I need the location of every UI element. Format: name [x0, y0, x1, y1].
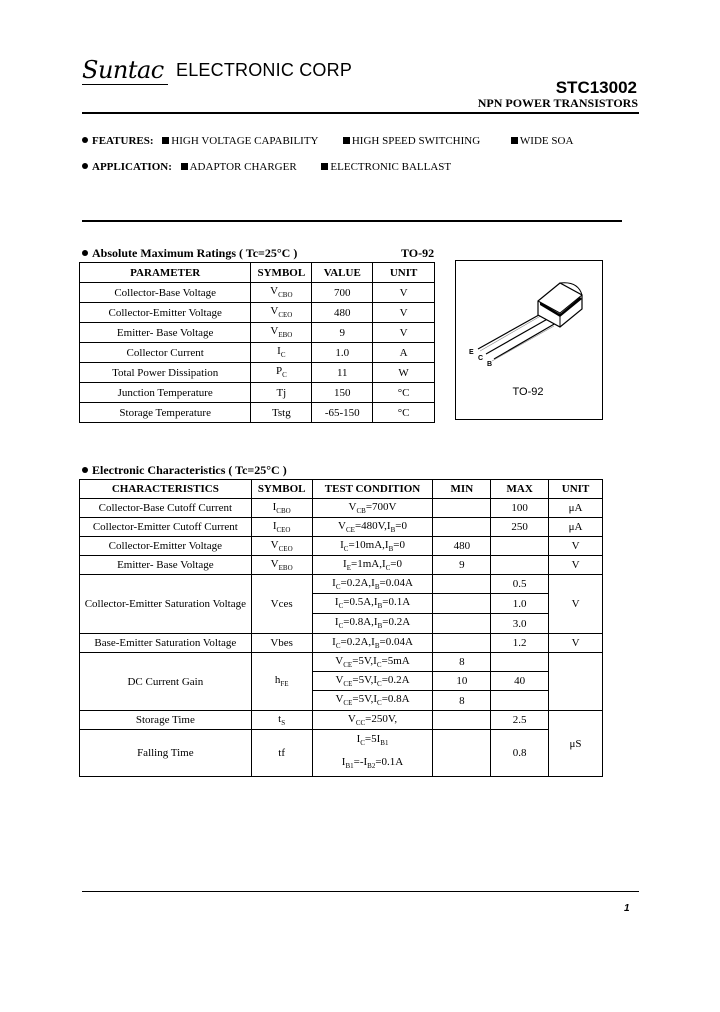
square-bullet-icon [321, 163, 328, 170]
page-number: 1 [624, 903, 630, 914]
col-header: TEST CONDITION [312, 480, 433, 499]
condition-cell: $V_{CC}=250V$, [312, 711, 433, 730]
symbol-cell: $I_{CEO}$ [251, 518, 312, 537]
symbol-cell: Tj [251, 383, 312, 403]
condition-cell: $I_C=0.8A,I_B=0.2A$ [312, 614, 433, 634]
features-label: FEATURES: [92, 135, 154, 147]
min-cell: 8 [433, 653, 491, 672]
symbol-cell: Vbes [251, 634, 312, 653]
value-cell: 9 [312, 323, 373, 343]
logo-underline [82, 84, 168, 85]
bullet-icon [82, 467, 88, 473]
min-cell [433, 575, 491, 594]
max-cell [491, 537, 549, 556]
abs-max-table [79, 262, 435, 423]
characteristic-cell: Falling Time [80, 730, 252, 777]
table-row [80, 343, 435, 363]
bullet-icon [82, 163, 88, 169]
characteristic-cell: Collector-Base Cutoff Current [80, 499, 252, 518]
col-header: SYMBOL [251, 480, 312, 499]
max-cell [491, 653, 549, 672]
table-row [80, 653, 603, 672]
application-line [82, 161, 451, 173]
abs-max-title: Absolute Maximum Ratings ( Tc=25°C ) [82, 246, 297, 261]
pin-e-label: E [469, 349, 474, 356]
unit-cell: V [549, 634, 603, 653]
characteristic-cell: Collector-Emitter Saturation Voltage [80, 575, 252, 634]
symbol-cell: Vces [251, 575, 312, 634]
value-cell: 150 [312, 383, 373, 403]
col-header: MIN [433, 480, 491, 499]
table-row [80, 383, 435, 403]
symbol-cell: $I_{CBO}$ [251, 499, 312, 518]
min-cell [433, 634, 491, 653]
symbol-cell: $h_{FE}$ [251, 653, 312, 711]
max-cell: 1.2 [491, 634, 549, 653]
param-cell: Collector Current [80, 343, 251, 363]
value-cell: 1.0 [312, 343, 373, 363]
col-header: SYMBOL [251, 263, 312, 283]
max-cell: 40 [491, 672, 549, 691]
table-row [80, 303, 435, 323]
condition-cell: $I_C=10mA,I_B=0$ [312, 537, 433, 556]
unit-cell: W [373, 363, 435, 383]
symbol-cell: $V_{EBO}$ [251, 323, 312, 343]
symbol-cell: Tstg [251, 403, 312, 423]
unit-cell: μA [549, 518, 603, 537]
col-header: PARAMETER [80, 263, 251, 283]
application-label: APPLICATION: [92, 161, 172, 173]
features-line [82, 135, 573, 147]
unit-cell: V [373, 303, 435, 323]
characteristic-cell: Collector-Emitter Cutoff Current [80, 518, 252, 537]
col-header: VALUE [312, 263, 373, 283]
header-rule [82, 112, 639, 114]
table-header-row [80, 263, 435, 283]
max-cell: 250 [491, 518, 549, 537]
param-cell: Emitter- Base Voltage [80, 323, 251, 343]
bullet-icon [82, 250, 88, 256]
table-row [80, 518, 603, 537]
condition-cell: $I_C=0.2A,I_B=0.04A$ [312, 575, 433, 594]
condition-cell: $V_{CE}=5V,I_C=0.2A$ [312, 672, 433, 691]
elec-title: Electronic Characteristics ( Tc=25°C ) [82, 463, 287, 478]
max-cell: 3.0 [491, 614, 549, 634]
pin-c-label: C [478, 355, 484, 362]
unit-cell: V [373, 323, 435, 343]
col-header: UNIT [549, 480, 603, 499]
param-cell: Total Power Dissipation [80, 363, 251, 383]
unit-cell: V [373, 283, 435, 303]
table-row [80, 575, 603, 594]
value-cell: -65-150 [312, 403, 373, 423]
min-cell [433, 518, 491, 537]
table-row [80, 711, 603, 730]
footer-rule [82, 891, 639, 892]
to92-package-drawing [456, 261, 602, 391]
col-header: MAX [491, 480, 549, 499]
symbol-cell: $t_S$ [251, 711, 312, 730]
max-cell [491, 556, 549, 575]
unit-cell: °C [373, 403, 435, 423]
square-bullet-icon [511, 137, 518, 144]
company-name: ELECTRONIC CORP [176, 60, 353, 80]
bullet-icon [82, 137, 88, 143]
symbol-cell: $V_{CEO}$ [251, 537, 312, 556]
col-header: UNIT [373, 263, 435, 283]
min-cell [433, 614, 491, 634]
elec-table [79, 479, 603, 777]
symbol-cell: $V_{EBO}$ [251, 556, 312, 575]
part-number: STC13002 [555, 78, 637, 97]
min-cell: 10 [433, 672, 491, 691]
value-cell: 480 [312, 303, 373, 323]
pin-b-label: B [487, 361, 493, 368]
param-cell: Storage Temperature [80, 403, 251, 423]
square-bullet-icon [181, 163, 188, 170]
feature-item: HIGH SPEED SWITCHING [351, 135, 481, 147]
table-row [80, 537, 603, 556]
condition-cell: $I_C=0.2A,I_B=0.04A$ [312, 634, 433, 653]
max-cell: 0.8 [491, 730, 549, 777]
condition-cell: $V_{CE}=480V,I_B=0$ [312, 518, 433, 537]
value-cell: 700 [312, 283, 373, 303]
characteristic-cell: Collector-Emitter Voltage [80, 537, 252, 556]
characteristic-cell: Storage Time [80, 711, 252, 730]
symbol-cell: $I_C$ [251, 343, 312, 363]
max-cell: 1.0 [491, 594, 549, 614]
characteristic-cell: Base-Emitter Saturation Voltage [80, 634, 252, 653]
application-item: ELECTRONIC BALLAST [330, 161, 452, 173]
characteristic-cell: DC Current Gain [80, 653, 252, 711]
abs-max-package: TO-92 [401, 246, 435, 260]
application-item: ADAPTOR CHARGER [189, 161, 297, 173]
table-header-row [80, 480, 603, 499]
unit-cell: A [373, 343, 435, 363]
section-rule [82, 220, 622, 222]
unit-cell: μS [549, 711, 603, 777]
max-cell: 2.5 [491, 711, 549, 730]
min-cell [433, 711, 491, 730]
product-subtitle: NPN POWER TRANSISTORS [477, 96, 638, 110]
characteristic-cell: Emitter- Base Voltage [80, 556, 252, 575]
condition-cell: $I_C=0.5A,I_B=0.1A$ [312, 594, 433, 614]
condition-cell: $I_C=5I_{B1}$ $I_{B1}=-I_{B2}=0.1A$ [312, 730, 433, 777]
unit-cell: μA [549, 499, 603, 518]
min-cell [433, 594, 491, 614]
max-cell [491, 691, 549, 711]
table-row [80, 730, 603, 777]
value-cell: 11 [312, 363, 373, 383]
param-cell: Collector-Base Voltage [80, 283, 251, 303]
symbol-cell: $V_{CEO}$ [251, 303, 312, 323]
condition-cell: $I_E=1mA,I_C=0$ [312, 556, 433, 575]
table-row [80, 323, 435, 343]
symbol-cell: $P_C$ [251, 363, 312, 383]
col-header: CHARACTERISTICS [80, 480, 252, 499]
min-cell: 8 [433, 691, 491, 711]
condition-cell: $V_{CE}=5V,I_C=5mA$ [312, 653, 433, 672]
param-cell: Collector-Emitter Voltage [80, 303, 251, 323]
unit-cell: °C [373, 383, 435, 403]
unit-cell [549, 653, 603, 711]
table-row [80, 634, 603, 653]
table-row [80, 499, 603, 518]
param-cell: Junction Temperature [80, 383, 251, 403]
package-label: TO-92 [512, 386, 544, 398]
min-cell [433, 730, 491, 777]
table-row [80, 363, 435, 383]
max-cell: 100 [491, 499, 549, 518]
feature-item: WIDE SOA [519, 135, 574, 147]
min-cell: 9 [433, 556, 491, 575]
symbol-cell: tf [251, 730, 312, 777]
table-row [80, 283, 435, 303]
min-cell [433, 499, 491, 518]
table-row [80, 556, 603, 575]
company-logo-script: Suntac [82, 56, 164, 84]
feature-item: HIGH VOLTAGE CAPABILITY [171, 135, 319, 147]
square-bullet-icon [343, 137, 350, 144]
symbol-cell: $V_{CBO}$ [251, 283, 312, 303]
max-cell: 0.5 [491, 575, 549, 594]
table-row [80, 403, 435, 423]
unit-cell: V [549, 575, 603, 634]
unit-cell: V [549, 537, 603, 556]
unit-cell: V [549, 556, 603, 575]
condition-cell: $V_{CE}=5V,I_C=0.8A$ [312, 691, 433, 711]
condition-cell: $V_{CB}=700V$ [312, 499, 433, 518]
min-cell: 480 [433, 537, 491, 556]
square-bullet-icon [162, 137, 169, 144]
